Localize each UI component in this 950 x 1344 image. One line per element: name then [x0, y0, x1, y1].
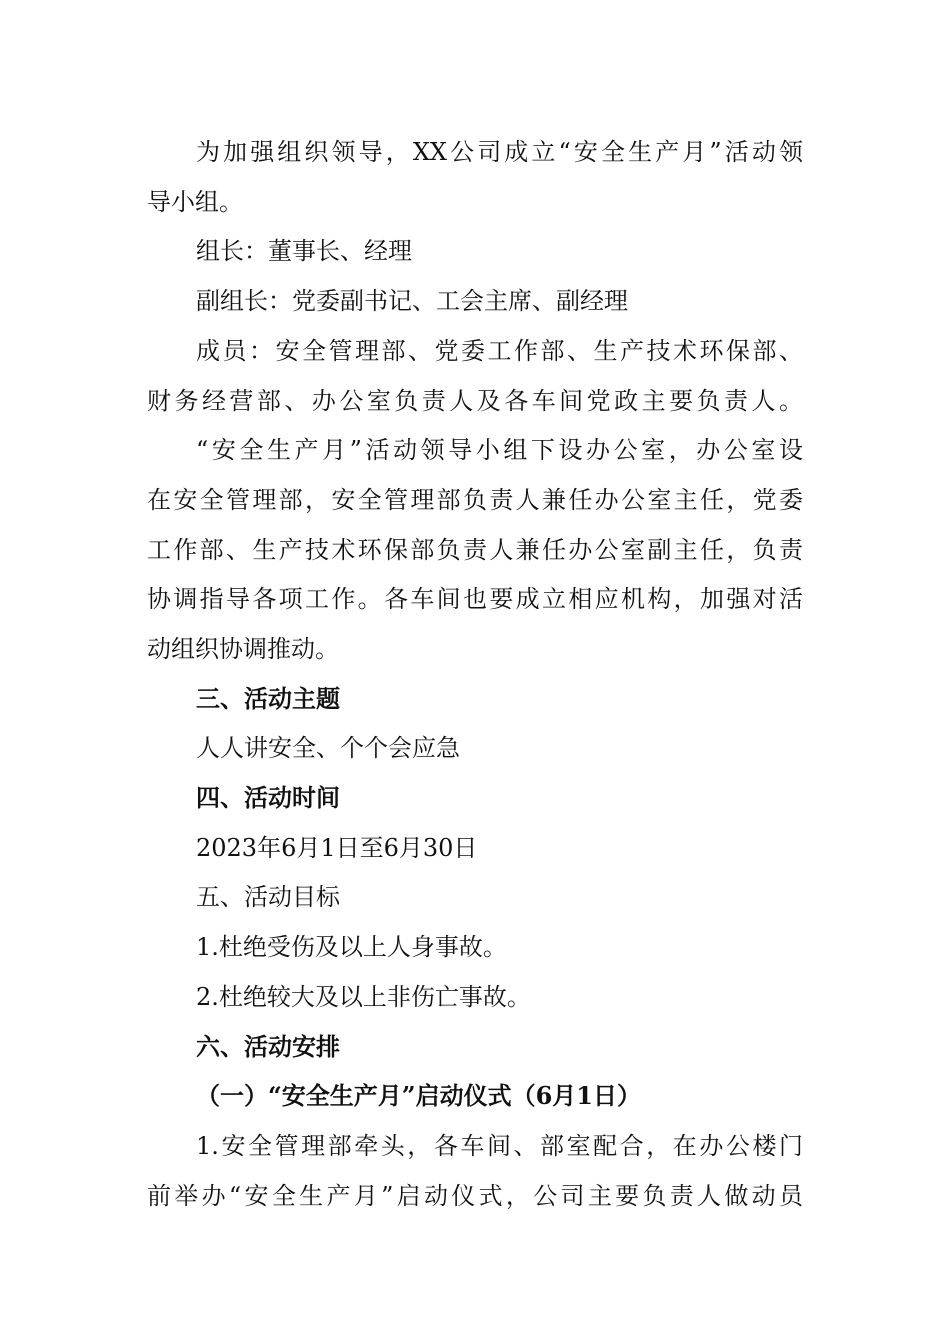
paragraph-line: 工作部、生产技术环保部负责人兼任办公室副主任，负责	[147, 536, 803, 564]
paragraph-line: 成员：安全管理部、党委工作部、生产技术环保部、	[196, 337, 803, 365]
paragraph-line: 在安全管理部，安全管理部负责人兼任办公室主任，党委	[147, 486, 803, 514]
subsection-heading: （一）“安全生产月”启动仪式（6月1日）	[196, 1081, 642, 1110]
section-heading: 四、活动时间	[196, 783, 340, 812]
list-item: 2.杜绝较大及以上非伤亡事故。	[196, 983, 531, 1011]
paragraph-line: 前举办“安全生产月”启动仪式，公司主要负责人做动员	[147, 1182, 803, 1210]
paragraph-line: 财务经营部、办公室负责人及各车间党政主要负责人。	[147, 387, 803, 415]
paragraph-line: 副组长：党委副书记、工会主席、副经理	[196, 287, 628, 315]
paragraph-line: 组长：董事长、经理	[196, 237, 412, 265]
paragraph-line: 导小组。	[147, 188, 243, 216]
paragraph-line: “安全生产月”活动领导小组下设办公室，办公室设	[196, 436, 803, 464]
paragraph-line: 1.安全管理部牵头，各车间、部室配合，在办公楼门	[196, 1132, 803, 1160]
paragraph-line: 为加强组织领导，XX公司成立“安全生产月”活动领	[196, 138, 803, 166]
list-item: 1.杜绝受伤及以上人身事故。	[196, 933, 507, 961]
paragraph-line: 2023年6月1日至6月30日	[196, 834, 478, 862]
paragraph-line: 协调指导各项工作。各车间也要成立相应机构，加强对活	[147, 585, 803, 613]
section-heading: 六、活动安排	[196, 1032, 340, 1061]
paragraph-line: 人人讲安全、个个会应急	[196, 734, 460, 762]
section-heading: 五、活动目标	[196, 883, 340, 911]
section-heading: 三、活动主题	[196, 684, 340, 713]
paragraph-line: 动组织协调推动。	[147, 635, 339, 663]
